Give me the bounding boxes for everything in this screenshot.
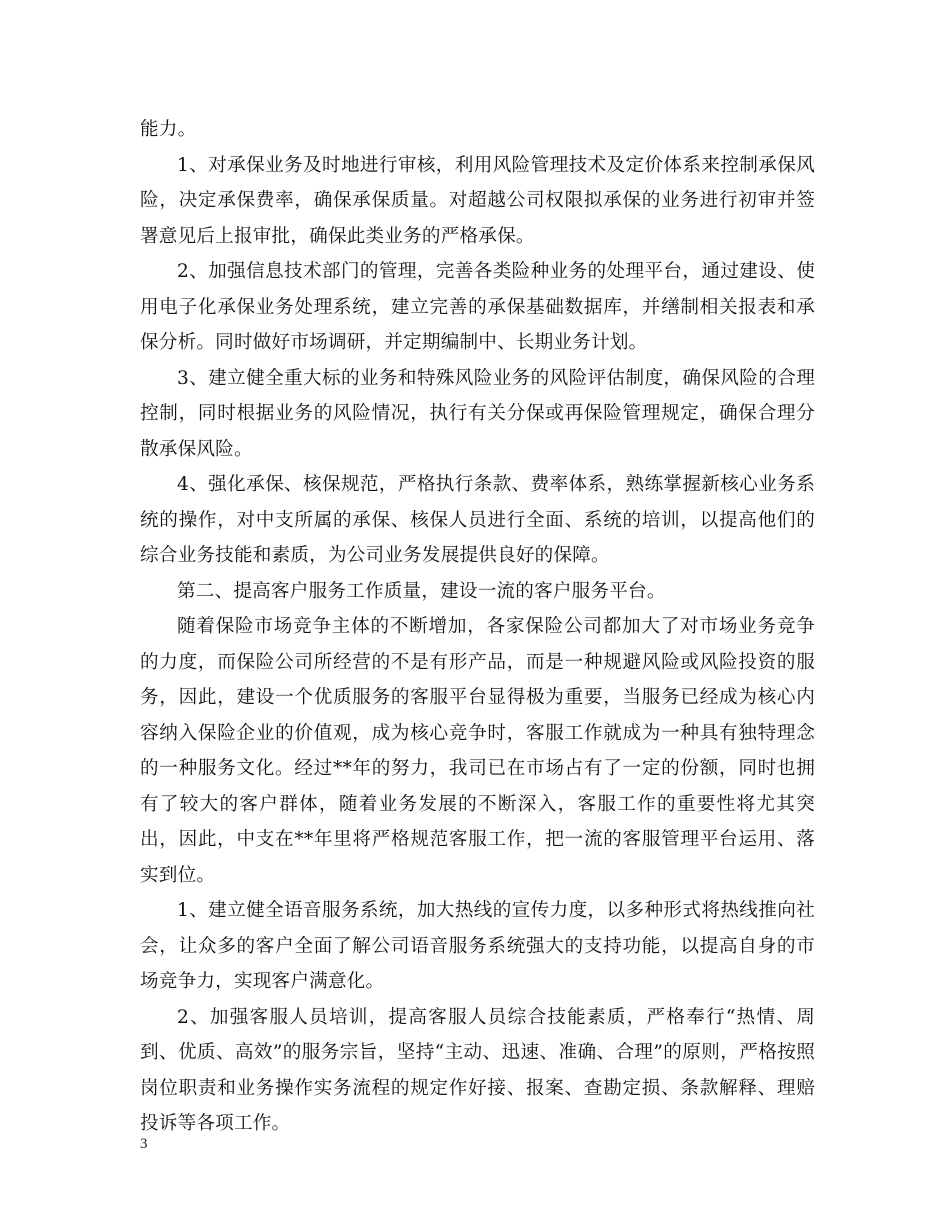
- page-number: 3: [140, 1136, 148, 1152]
- paragraph: 2、加强信息技术部门的管理，完善各类险种业务的处理平台，通过建设、使用电子化承保业务处理系统，建立完善的承保基础数据库，并缮制相关报表和承保分析。同时做好市场调研，并定期编制中、长期业务计划。: [140, 261, 815, 353]
- paragraph: 1、建立健全语音服务系统，加大热线的宣传力度，以多种形式将热线推向社会，让众多的客户全面了解公司语音服务系统强大的支持功能，以提高自身的市场竞争力，实现客户满意化。: [140, 900, 815, 992]
- paragraph: 1、对承保业务及时地进行审核，利用风险管理技术及定价体系来控制承保风险，决定承保费率，确保承保质量。对超越公司权限拟承保的业务进行初审并签署意见后上报审批，确保此类业务的严格承保。: [140, 154, 815, 247]
- section-heading: 第二、提高客户服务工作质量，建设一流的客户服务平台。: [177, 580, 666, 602]
- paragraph: 能力。: [140, 119, 197, 140]
- paragraph: 2、加强客服人员培训，提高客服人员综合技能素质，严格奉行“热情、周到、优质、高效”的服务宗旨，坚持“主动、迅速、准确、合理”的原则，严格按照岗位职责和业务操作实务流程的规定作好接、报案、查勘定损、条款解释、理赔投诉等各项工作。: [140, 1006, 815, 1134]
- paragraph: 3、建立健全重大标的业务和特殊风险业务的风险评估制度，确保风险的合理控制，同时根据业务的风险情况，执行有关分保或再保险管理规定，确保合理分散承保风险。: [140, 367, 815, 460]
- body-text: [140, 112, 815, 1142]
- paragraph: 随着保险市场竞争主体的不断增加，各家保险公司都加大了对市场业务竞争的力度，而保险公司所经营的不是有形产品，而是一种规避风险或风险投资的服务，因此，建设一个优质服务的客服平台显得极为重要，当服务已经成为核心内容纳入保险企业的价值观，成为核心竞争时，客服工作就成为一种具有独特理念的一种服务文化。经过**年的努力，我司已在市场占有了一定的份额，同时也拥有了较大的客户群体，随着业务发展的不断深入，客服工作的重要性将尤其突出，因此，中支在**年里将严格规范客服工作，把一流的客服管理平台运用、落实到位。: [140, 616, 815, 886]
- paragraph: 4、强化承保、核保规范，严格执行条款、费率体系，熟练掌握新核心业务系统的操作，对中支所属的承保、核保人员进行全面、系统的培训，以提高他们的综合业务技能和素质，为公司业务发展提供良好的保障。: [140, 474, 815, 566]
